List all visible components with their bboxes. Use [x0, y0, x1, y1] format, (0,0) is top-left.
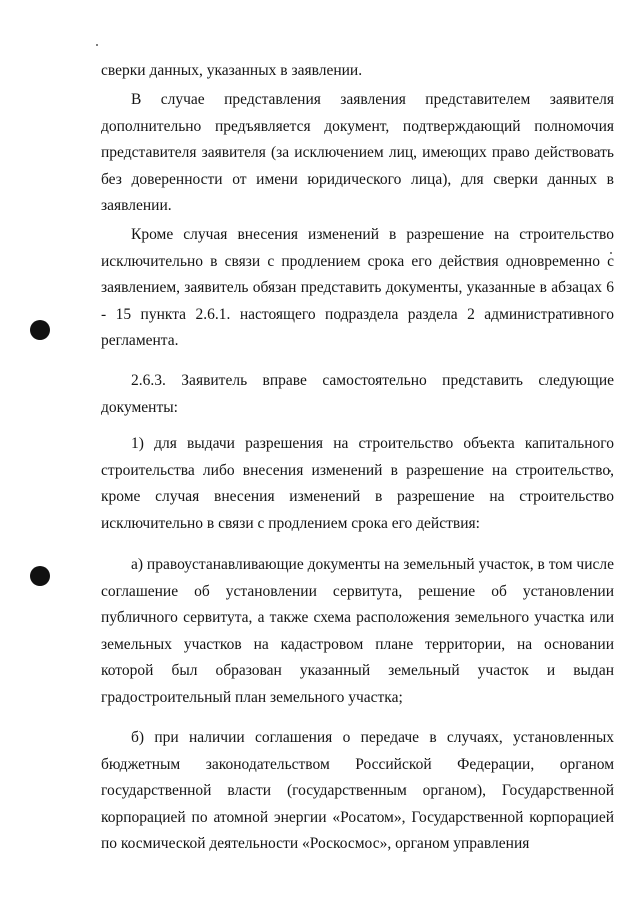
paragraph-text: Кроме случая внесения изменений в разрешение на строительство исключительно в связи с продлением срока его действия одновременно с заявлением, заявитель обязан представить документы, указанные в абзацах 6 - 15 пункта 2.6.1. настоящего подраздела раздела 2 административного регламента.	[101, 226, 614, 349]
punch-hole-lower	[30, 566, 50, 586]
paragraph-text: а) правоустанавливающие документы на земельный участок, в том числе соглашение об установлении сервитута, решение об установлении публичного сервитута, а также схема расположения земельного участка или земельных участков на кадастровом плане территории, на основании которой был образован указанный земельный участок и выдан градостроительный план земельного участка;	[101, 556, 614, 706]
paragraph-obligation	[101, 222, 614, 355]
item-1	[101, 431, 614, 537]
paragraph-continuation	[101, 58, 614, 85]
paragraph-text: б) при наличии соглашения о передаче в случаях, установленных бюджетным законодательством Российской Федерации, органом государственной власти (государственным органом), Государственной корпорацией по атомной энергии «Росатом», Государственной корпорацией по космической деятельности «Роскосмос», органом управления	[101, 729, 614, 852]
paragraph-text: В случае представления заявления представителем заявителя дополнительно предъявляется документ, подтверждающий полномочия представителя заявителя (за исключением лиц, имеющих право действовать без доверенности от имени юридического лица), для сверки данных в заявлении.	[101, 91, 614, 214]
paragraph-text: 2.6.3. Заявитель вправе самостоятельно представить следующие документы:	[101, 372, 614, 416]
subitem-a	[101, 552, 614, 711]
scan-speck	[96, 44, 98, 46]
clause-2-6-3	[101, 368, 614, 421]
punch-hole-upper	[30, 320, 50, 340]
paragraph-text: 1) для выдачи разрешения на строительство объекта капитального строительства либо внесения изменений в разрешение на строительство, кроме случая внесения изменений в разрешение на строительство исключительно в связи с продлением срока его действия:	[101, 435, 614, 532]
paragraph-text: сверки данных, указанных в заявлении.	[101, 62, 363, 79]
subitem-b	[101, 725, 614, 858]
paragraph-representative	[101, 87, 614, 220]
